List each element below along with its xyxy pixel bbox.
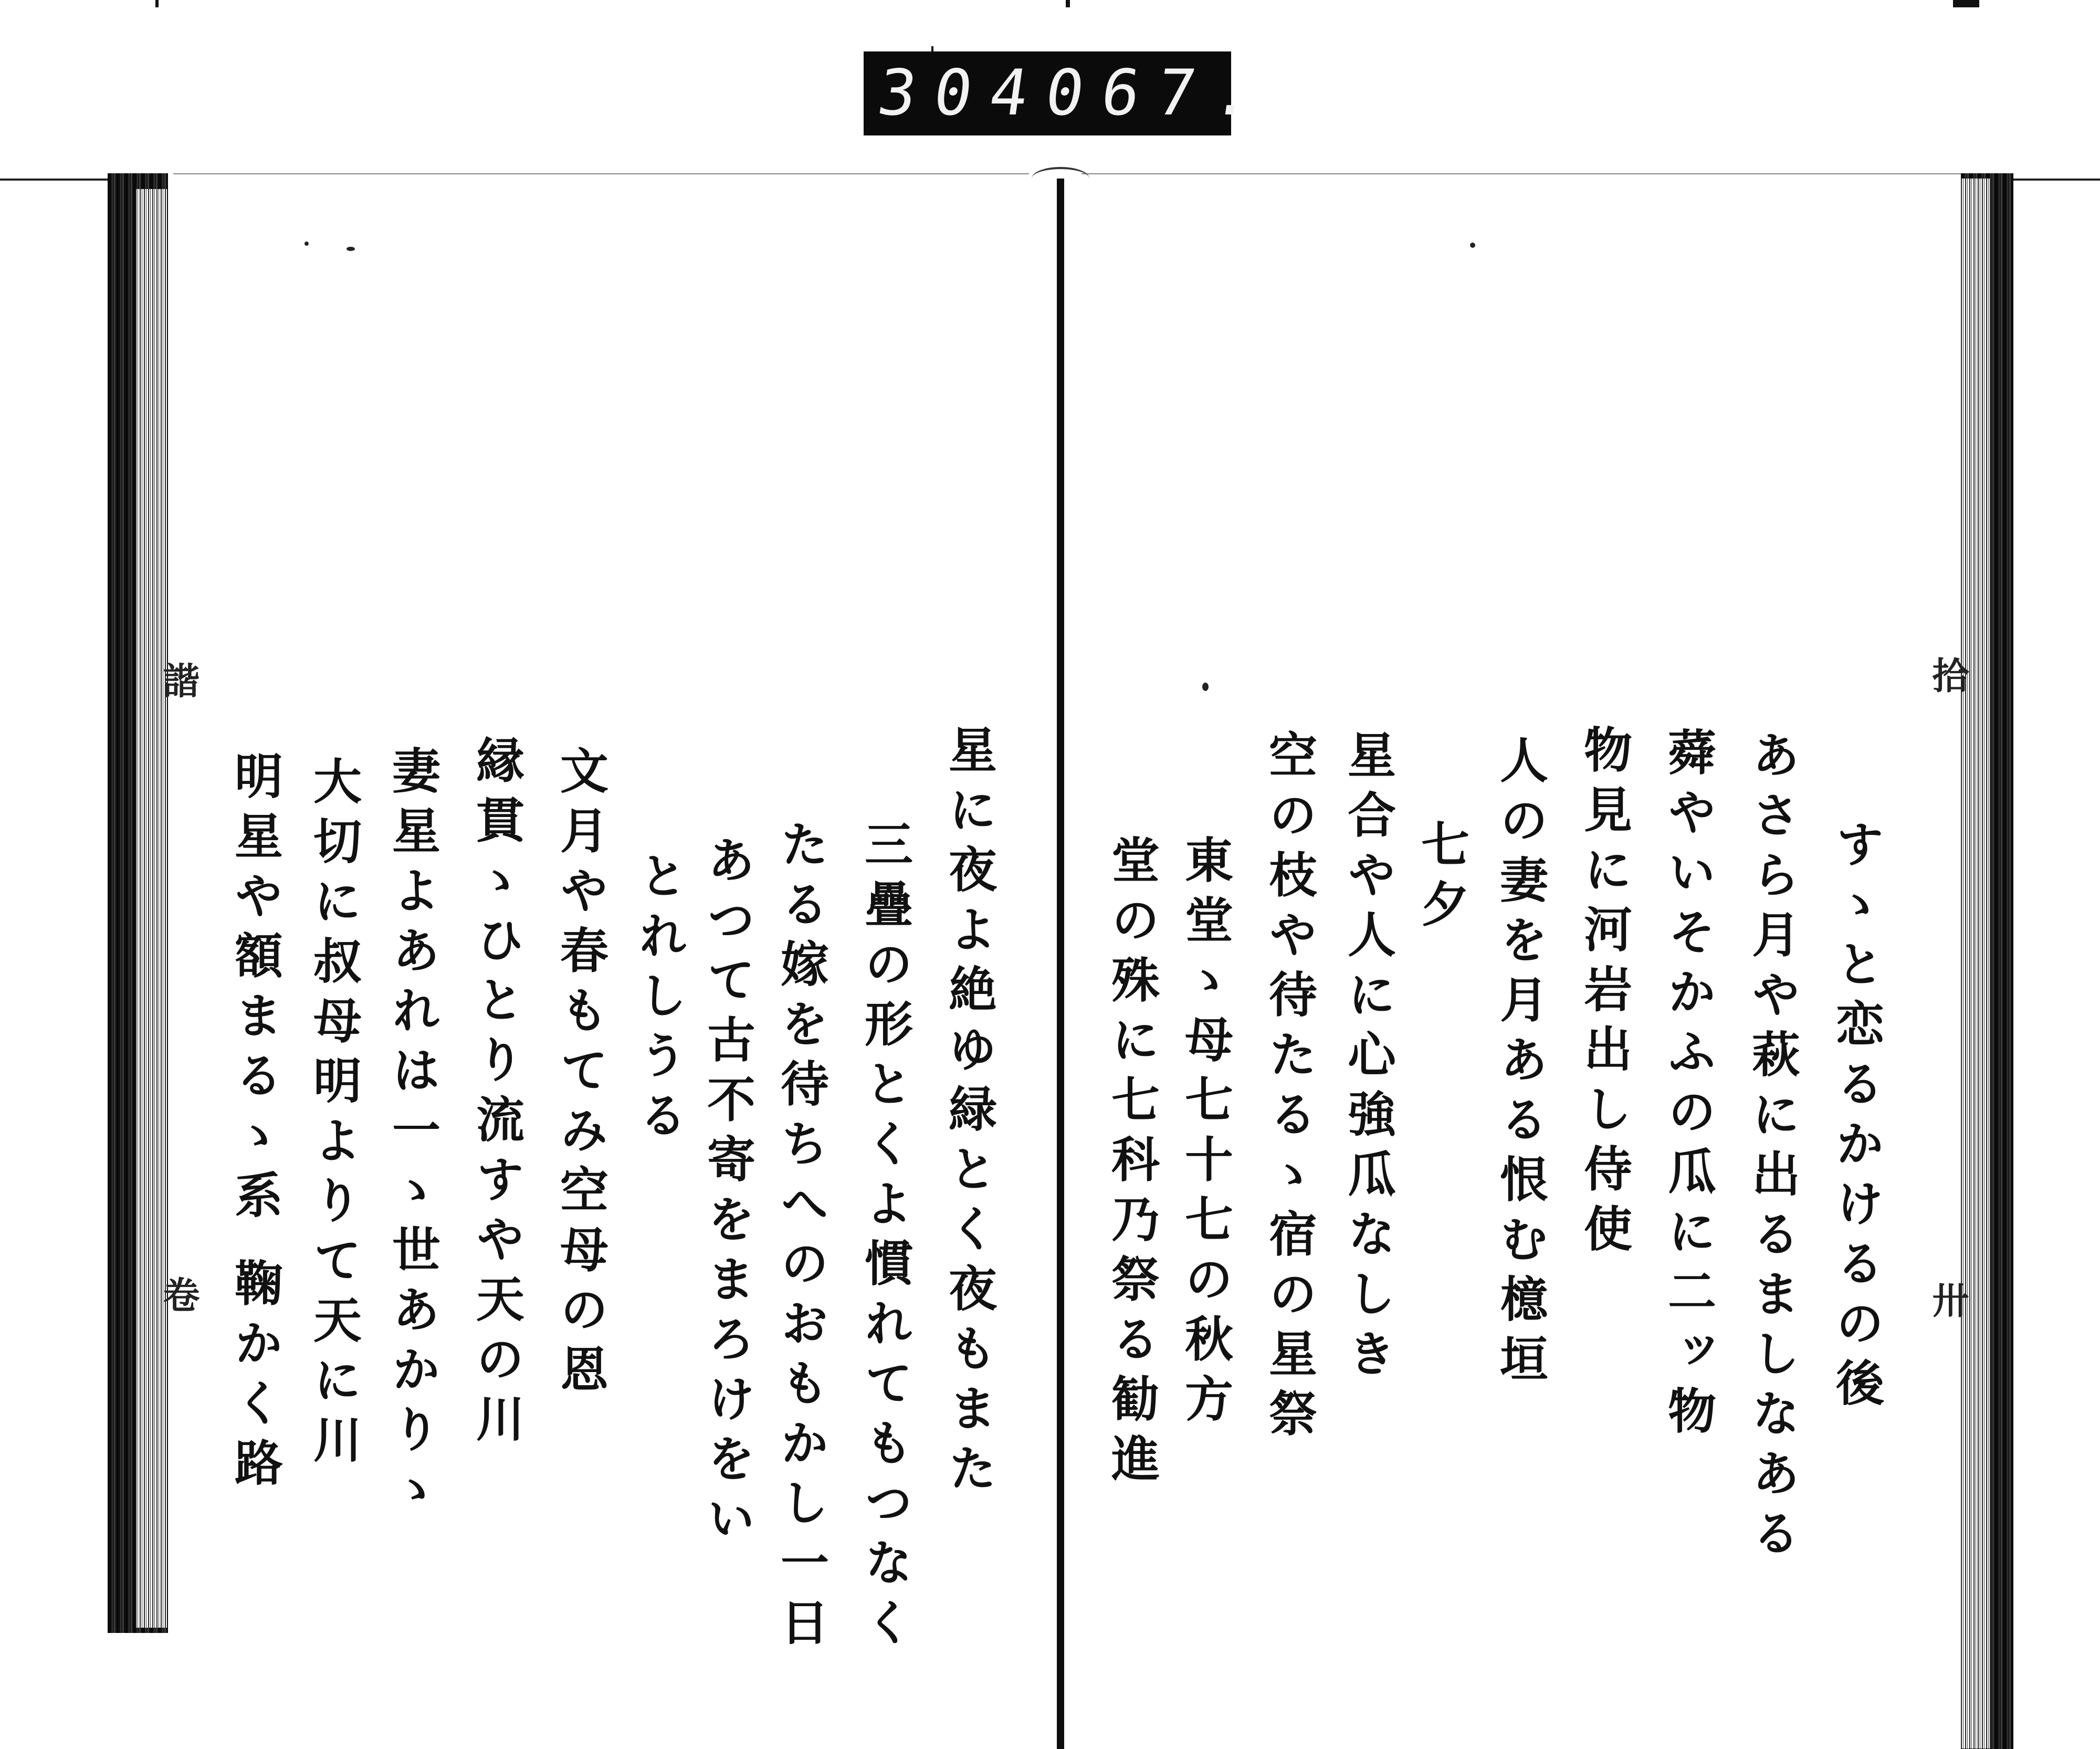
right-col-7: 星合や人に心強瓜なしき [1340, 730, 1396, 1388]
right-page-edges [1961, 179, 1990, 1748]
right-col-5: 人の妻を月ある恨む檍垣 [1492, 735, 1549, 1394]
left-col-10: 明星や額まるゝ系 鞠かく路 [227, 751, 284, 1498]
left-col-3: たる嫁を待ちへのおもかし一日 [773, 819, 830, 1657]
right-col-6: 七夕 [1413, 819, 1470, 939]
right-col-10: 堂の殊に七科乃祭る勧進 [1104, 835, 1160, 1493]
right-col-9: 東堂ゝ母七十七の秋方 [1177, 835, 1234, 1433]
top-mark-right [1953, 0, 1979, 7]
scan-edge-left [0, 179, 126, 181]
right-col-4: 物見に河岩出し侍使 [1576, 725, 1633, 1263]
scan-speck [1470, 243, 1475, 248]
left-margin-char-2: 卷 [157, 1276, 201, 1313]
scan-edge-top [173, 173, 1029, 174]
left-col-8: 妻星よあれは一ゝ世あかりゝ [384, 746, 441, 1524]
left-col-5: とれしうる [631, 851, 688, 1150]
left-col-6: 文月や春もてみ空母の恩 [552, 746, 609, 1404]
left-col-9: 大切に叔母明よりて天に川 [306, 756, 362, 1474]
right-col-1: すゝと恋るかけるの後 [1828, 819, 1885, 1418]
left-margin-char-1: 諧 [157, 662, 201, 698]
right-margin-char-2: 卅 [1926, 1281, 1970, 1318]
book-spine [1057, 179, 1064, 1749]
left-col-7: 縁貫ゝひとり流すや天の川 [468, 735, 525, 1453]
left-col-1: 星に夜よ絶ゆ緑とく夜もまた [941, 725, 998, 1503]
reel-number: 304 [873, 57, 1051, 130]
scan-speck [346, 247, 355, 251]
frame-number: 067. [1041, 57, 1274, 130]
left-col-2: 三疊の形とくよ慣れてもつなく [857, 819, 914, 1657]
left-page-edges [135, 189, 167, 1628]
top-mark-left [155, 0, 159, 7]
right-margin-char-1: 拾 [1926, 656, 1970, 693]
top-mark-center [1066, 0, 1070, 7]
reel-frame-label [864, 51, 1274, 135]
scan-speck [304, 242, 309, 246]
right-col-2: あさら月や萩に出るましなある [1744, 730, 1801, 1568]
left-col-4: あつて古不寄をまろけをい [699, 835, 756, 1553]
scan-edge-top-right [1082, 173, 1964, 174]
right-col-8: 空の枝や待たるゝ宿の星祭 [1261, 730, 1318, 1448]
scan-speck [1202, 683, 1209, 691]
right-col-3: 蕣やいそかふの瓜に二ッ物 [1660, 727, 1717, 1446]
